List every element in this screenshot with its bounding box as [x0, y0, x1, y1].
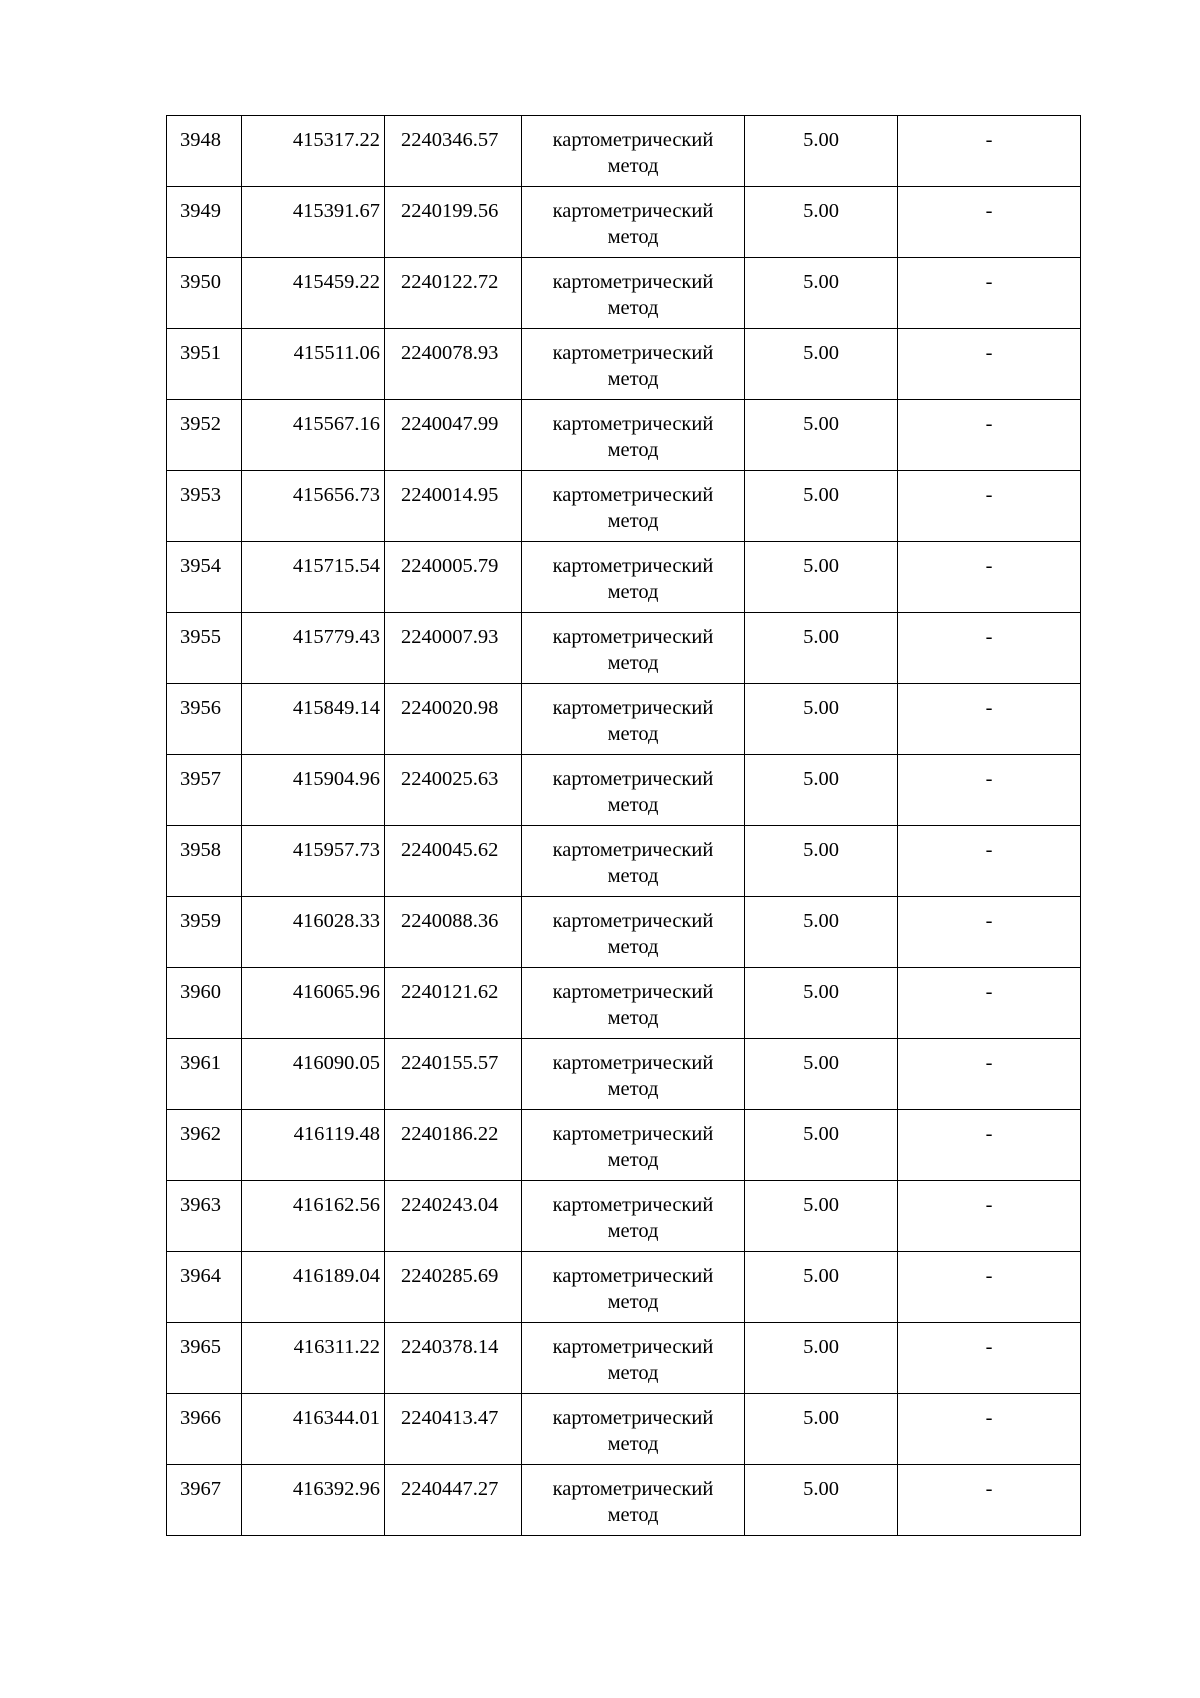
x-coordinate-cell: 416344.01 — [242, 1394, 385, 1465]
point-number-cell: 3954 — [167, 542, 242, 613]
table-row — [167, 826, 1081, 897]
method-cell — [522, 1394, 745, 1465]
y-coordinate-cell: 2240020.98 — [385, 684, 522, 755]
method-cell — [522, 613, 745, 684]
point-number-cell: 3951 — [167, 329, 242, 400]
method-text-line2: метод — [607, 368, 659, 390]
table-row — [167, 187, 1081, 258]
description-cell: - — [898, 542, 1081, 613]
method-text-line1: картометрический — [552, 484, 714, 506]
x-coordinate-cell: 416090.05 — [242, 1039, 385, 1110]
x-coordinate-cell: 415957.73 — [242, 826, 385, 897]
y-coordinate-cell: 2240447.27 — [385, 1465, 522, 1536]
method-text-line2: метод — [607, 155, 659, 177]
y-coordinate-cell: 2240413.47 — [385, 1394, 522, 1465]
table-row — [167, 1394, 1081, 1465]
accuracy-cell: 5.00 — [745, 471, 898, 542]
y-coordinate-cell: 2240014.95 — [385, 471, 522, 542]
accuracy-cell: 5.00 — [745, 1465, 898, 1536]
x-coordinate-cell: 415656.73 — [242, 471, 385, 542]
point-number-cell: 3953 — [167, 471, 242, 542]
method-text-line1: картометрический — [552, 129, 714, 151]
table-row — [167, 1465, 1081, 1536]
x-coordinate-cell: 415849.14 — [242, 684, 385, 755]
method-text-line1: картометрический — [552, 1194, 714, 1216]
x-coordinate-cell: 415715.54 — [242, 542, 385, 613]
y-coordinate-cell: 2240078.93 — [385, 329, 522, 400]
accuracy-cell: 5.00 — [745, 116, 898, 187]
table-row — [167, 542, 1081, 613]
x-coordinate-cell: 416311.22 — [242, 1323, 385, 1394]
table-row — [167, 755, 1081, 826]
method-text-line1: картометрический — [552, 555, 714, 577]
point-number-cell: 3967 — [167, 1465, 242, 1536]
table-row — [167, 471, 1081, 542]
point-number-cell: 3964 — [167, 1252, 242, 1323]
method-cell — [522, 1039, 745, 1110]
accuracy-cell: 5.00 — [745, 1394, 898, 1465]
point-number-cell: 3948 — [167, 116, 242, 187]
x-coordinate-cell: 415459.22 — [242, 258, 385, 329]
accuracy-cell: 5.00 — [745, 258, 898, 329]
y-coordinate-cell: 2240186.22 — [385, 1110, 522, 1181]
method-cell — [522, 1323, 745, 1394]
table-row — [167, 400, 1081, 471]
method-text-line1: картометрический — [552, 1407, 714, 1429]
method-cell — [522, 826, 745, 897]
method-text-line1: картометрический — [552, 1265, 714, 1287]
method-text-line2: метод — [607, 1078, 659, 1100]
description-cell: - — [898, 1039, 1081, 1110]
y-coordinate-cell: 2240285.69 — [385, 1252, 522, 1323]
accuracy-cell: 5.00 — [745, 968, 898, 1039]
table-row — [167, 1110, 1081, 1181]
x-coordinate-cell: 415779.43 — [242, 613, 385, 684]
description-cell: - — [898, 897, 1081, 968]
method-text-line2: метод — [607, 936, 659, 958]
method-text-line1: картометрический — [552, 839, 714, 861]
method-cell — [522, 400, 745, 471]
method-text-line2: метод — [607, 1433, 659, 1455]
method-text-line1: картометрический — [552, 910, 714, 932]
x-coordinate-cell: 416119.48 — [242, 1110, 385, 1181]
method-text-line2: метод — [607, 226, 659, 248]
y-coordinate-cell: 2240047.99 — [385, 400, 522, 471]
table-row — [167, 1039, 1081, 1110]
description-cell: - — [898, 968, 1081, 1039]
accuracy-cell: 5.00 — [745, 542, 898, 613]
point-number-cell: 3959 — [167, 897, 242, 968]
y-coordinate-cell: 2240025.63 — [385, 755, 522, 826]
method-text-line2: метод — [607, 1149, 659, 1171]
accuracy-cell: 5.00 — [745, 329, 898, 400]
method-text-line1: картометрический — [552, 271, 714, 293]
table-body — [167, 116, 1081, 1536]
method-text-line2: метод — [607, 652, 659, 674]
x-coordinate-cell: 416028.33 — [242, 897, 385, 968]
description-cell: - — [898, 1110, 1081, 1181]
point-number-cell: 3963 — [167, 1181, 242, 1252]
x-coordinate-cell: 415511.06 — [242, 329, 385, 400]
table-row — [167, 897, 1081, 968]
method-text-line2: метод — [607, 865, 659, 887]
table-row — [167, 116, 1081, 187]
accuracy-cell: 5.00 — [745, 1181, 898, 1252]
accuracy-cell: 5.00 — [745, 613, 898, 684]
method-text-line2: метод — [607, 510, 659, 532]
description-cell: - — [898, 258, 1081, 329]
method-cell — [522, 1252, 745, 1323]
y-coordinate-cell: 2240378.14 — [385, 1323, 522, 1394]
method-cell — [522, 968, 745, 1039]
point-number-cell: 3958 — [167, 826, 242, 897]
y-coordinate-cell: 2240121.62 — [385, 968, 522, 1039]
method-cell — [522, 1181, 745, 1252]
accuracy-cell: 5.00 — [745, 400, 898, 471]
method-text-line1: картометрический — [552, 200, 714, 222]
method-text-line1: картометрический — [552, 1478, 714, 1500]
method-cell — [522, 1110, 745, 1181]
point-number-cell: 3950 — [167, 258, 242, 329]
method-cell — [522, 542, 745, 613]
table-row — [167, 258, 1081, 329]
accuracy-cell: 5.00 — [745, 826, 898, 897]
x-coordinate-cell: 415317.22 — [242, 116, 385, 187]
y-coordinate-cell: 2240007.93 — [385, 613, 522, 684]
method-cell — [522, 755, 745, 826]
method-text-line1: картометрический — [552, 1336, 714, 1358]
x-coordinate-cell: 415567.16 — [242, 400, 385, 471]
method-text-line1: картометрический — [552, 1123, 714, 1145]
point-number-cell: 3955 — [167, 613, 242, 684]
description-cell: - — [898, 187, 1081, 258]
method-text-line1: картометрический — [552, 768, 714, 790]
method-text-line1: картометрический — [552, 981, 714, 1003]
method-cell — [522, 471, 745, 542]
table-row — [167, 1181, 1081, 1252]
description-cell: - — [898, 471, 1081, 542]
description-cell: - — [898, 1465, 1081, 1536]
accuracy-cell: 5.00 — [745, 187, 898, 258]
point-number-cell: 3966 — [167, 1394, 242, 1465]
y-coordinate-cell: 2240155.57 — [385, 1039, 522, 1110]
x-coordinate-cell: 415391.67 — [242, 187, 385, 258]
accuracy-cell: 5.00 — [745, 1039, 898, 1110]
method-text-line1: картометрический — [552, 697, 714, 719]
method-text-line1: картометрический — [552, 1052, 714, 1074]
description-cell: - — [898, 1252, 1081, 1323]
point-number-cell: 3949 — [167, 187, 242, 258]
accuracy-cell: 5.00 — [745, 684, 898, 755]
description-cell: - — [898, 684, 1081, 755]
method-cell — [522, 1465, 745, 1536]
coordinates-table — [166, 115, 1081, 1536]
point-number-cell: 3960 — [167, 968, 242, 1039]
method-text-line2: метод — [607, 1504, 659, 1526]
method-text-line2: метод — [607, 1362, 659, 1384]
method-text-line1: картометрический — [552, 626, 714, 648]
method-cell — [522, 329, 745, 400]
method-text-line2: метод — [607, 794, 659, 816]
method-cell — [522, 116, 745, 187]
description-cell: - — [898, 613, 1081, 684]
table-row — [167, 613, 1081, 684]
method-text-line2: метод — [607, 723, 659, 745]
point-number-cell: 3965 — [167, 1323, 242, 1394]
method-cell — [522, 187, 745, 258]
table-row — [167, 329, 1081, 400]
method-text-line2: метод — [607, 581, 659, 603]
y-coordinate-cell: 2240243.04 — [385, 1181, 522, 1252]
description-cell: - — [898, 1394, 1081, 1465]
method-text-line2: метод — [607, 1220, 659, 1242]
accuracy-cell: 5.00 — [745, 1110, 898, 1181]
y-coordinate-cell: 2240122.72 — [385, 258, 522, 329]
description-cell: - — [898, 755, 1081, 826]
point-number-cell: 3962 — [167, 1110, 242, 1181]
x-coordinate-cell: 416189.04 — [242, 1252, 385, 1323]
y-coordinate-cell: 2240199.56 — [385, 187, 522, 258]
description-cell: - — [898, 1323, 1081, 1394]
table-row — [167, 1323, 1081, 1394]
method-text-line2: метод — [607, 439, 659, 461]
accuracy-cell: 5.00 — [745, 755, 898, 826]
description-cell: - — [898, 1181, 1081, 1252]
method-text-line2: метод — [607, 297, 659, 319]
accuracy-cell: 5.00 — [745, 897, 898, 968]
x-coordinate-cell: 416392.96 — [242, 1465, 385, 1536]
point-number-cell: 3957 — [167, 755, 242, 826]
point-number-cell: 3956 — [167, 684, 242, 755]
x-coordinate-cell: 416162.56 — [242, 1181, 385, 1252]
x-coordinate-cell: 415904.96 — [242, 755, 385, 826]
description-cell: - — [898, 400, 1081, 471]
method-text-line1: картометрический — [552, 413, 714, 435]
method-text-line2: метод — [607, 1291, 659, 1313]
method-cell — [522, 684, 745, 755]
method-cell — [522, 258, 745, 329]
description-cell: - — [898, 116, 1081, 187]
description-cell: - — [898, 329, 1081, 400]
method-cell — [522, 897, 745, 968]
table-row — [167, 684, 1081, 755]
table-row — [167, 968, 1081, 1039]
x-coordinate-cell: 416065.96 — [242, 968, 385, 1039]
method-text-line1: картометрический — [552, 342, 714, 364]
point-number-cell: 3961 — [167, 1039, 242, 1110]
description-cell: - — [898, 826, 1081, 897]
accuracy-cell: 5.00 — [745, 1323, 898, 1394]
point-number-cell: 3952 — [167, 400, 242, 471]
y-coordinate-cell: 2240346.57 — [385, 116, 522, 187]
y-coordinate-cell: 2240088.36 — [385, 897, 522, 968]
y-coordinate-cell: 2240045.62 — [385, 826, 522, 897]
method-text-line2: метод — [607, 1007, 659, 1029]
table-row — [167, 1252, 1081, 1323]
y-coordinate-cell: 2240005.79 — [385, 542, 522, 613]
accuracy-cell: 5.00 — [745, 1252, 898, 1323]
